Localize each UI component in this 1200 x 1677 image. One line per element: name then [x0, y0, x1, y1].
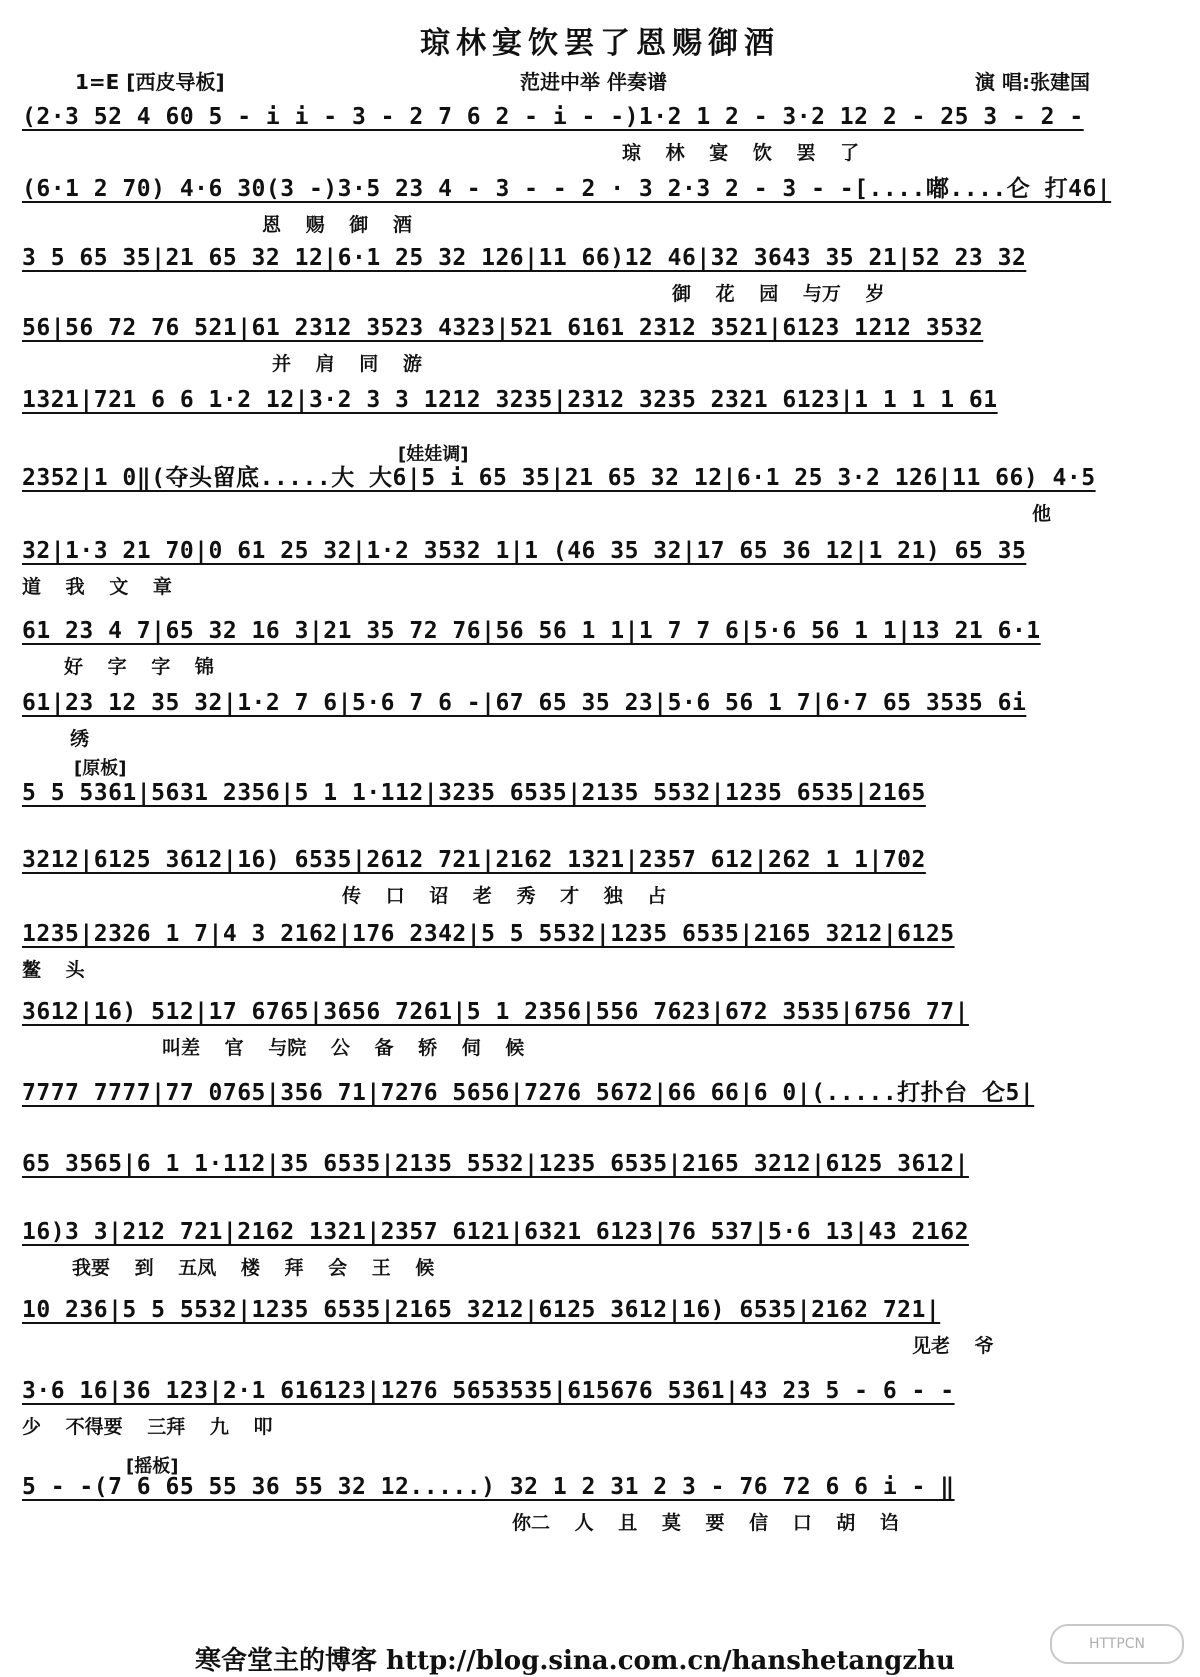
footer-blog-url: 寒舍堂主的博客 http://blog.sina.com.cn/hanshetangzhu: [195, 1646, 955, 1676]
jianpu-notes: 16)3 3|212 721|2162 1321|2357 6121|6321 6123|76 537|5·6 13|43 2162: [22, 1219, 969, 1245]
lyrics: 见老 爷: [912, 1335, 994, 1357]
score-title: 琼林宴饮罢了恩赐御酒: [420, 26, 780, 61]
jianpu-notes: 2352|1 0‖(夺头留底.....大 大6|5 i 65 35|21 65 32 12|6·1 25 3·2 126|11 66) 4·5: [22, 465, 1096, 491]
jianpu-notes: 61 23 4 7|65 32 16 3|21 35 72 76|56 56 1 1|1 7 7 6|5·6 56 1 1|13 21 6·1: [22, 618, 1041, 644]
lyrics: 恩 赐 御 酒: [262, 214, 412, 236]
lyrics: 并 肩 同 游: [272, 353, 422, 375]
lyrics: 好 字 字 锦: [64, 656, 214, 678]
jianpu-notes: (2·3 52 4 60 5 - i i - 3 - 2 7 6 2 - i - -)1·2 1 2 - 3·2 12 2 - 25 3 - 2 -: [22, 104, 1084, 130]
lyrics: [22, 1116, 1178, 1142]
watermark-logo: HTTPCN: [1050, 1624, 1184, 1664]
jianpu-notes: (6·1 2 70) 4·6 30(3 -)3·5 23 4 - 3 - - 2 · 3 2·3 2 - 3 - -[....嘟....仑 打46|: [22, 176, 1112, 202]
lyrics: 绣: [70, 728, 90, 750]
marker-wawa: [娃娃调]: [398, 444, 469, 465]
lyrics: 叫差 官 与院 公 备 轿 伺 候: [162, 1037, 525, 1059]
jianpu-notes: 10 236|5 5 5532|1235 6535|2165 3212|6125 3612|16) 6535|2162 721|: [22, 1297, 941, 1323]
lyrics: 你二 人 且 莫 要 信 口 胡 诌: [512, 1512, 899, 1534]
jianpu-notes: 7777 7777|77 0765|356 71|7276 5656|7276 5672|66 66|6 0|(.....打扑台 仑5|: [22, 1080, 1035, 1106]
jianpu-notes: 61|23 12 35 32|1·2 7 6|5·6 7 6 -|67 65 35 23|5·6 56 1 7|6·7 65 3535 6i: [22, 690, 1027, 716]
lyrics: 我要 到 五凤 楼 拜 会 王 候: [72, 1257, 435, 1279]
jianpu-notes: 5 5 5361|5631 2356|5 1 1·112|3235 6535|2135 5532|1235 6535|2165: [22, 780, 926, 806]
jianpu-notes: 1321|721 6 6 1·2 12|3·2 3 3 1212 3235|2312 3235 2321 6123|1 1 1 1 61: [22, 387, 998, 413]
lyrics: 琼 林 宴 饮 罢 了: [622, 142, 860, 164]
lyrics: [22, 816, 1178, 842]
singer-credit: 演 唱:张建国: [975, 70, 1090, 94]
jianpu-notes: 56|56 72 76 521|61 2312 3523 4323|521 6161 2312 3521|6123 1212 3532: [22, 315, 984, 341]
jianpu-notes: 32|1·3 21 70|0 61 25 32|1·2 3532 1|1 (46 35 32|17 65 36 12|1 21) 65 35: [22, 538, 1027, 564]
lyrics: 鳌 头: [22, 959, 85, 981]
marker-yuanban: [原板]: [74, 758, 127, 779]
lyrics: 御 花 园 与万 岁: [672, 283, 885, 305]
lyrics: [22, 1187, 1178, 1213]
jianpu-notes: 3612|16) 512|17 6765|3656 7261|5 1 2356|556 7623|672 3535|6756 77|: [22, 999, 969, 1025]
jianpu-notes: 3 5 65 35|21 65 32 12|6·1 25 32 126|11 66)12 46|32 3643 35 21|52 23 32: [22, 245, 1027, 271]
key-signature: 1=E [西皮导板]: [75, 70, 225, 94]
lyrics: [22, 423, 1178, 449]
lyrics: 少 不得要 三拜 九 叩: [22, 1416, 273, 1438]
jianpu-notes: 1235|2326 1 7|4 3 2162|176 2342|5 5 5532|1235 6535|2165 3212|6125: [22, 921, 955, 947]
marker-yaoban: [摇板]: [126, 1456, 179, 1477]
jianpu-notes: 3212|6125 3612|16) 6535|2612 721|2162 1321|2357 612|262 1 1|702: [22, 847, 926, 873]
subtitle: 范进中举 伴奏谱: [520, 70, 667, 94]
lyrics: 传 口 诏 老 秀 才 独 占: [342, 885, 667, 907]
jianpu-notes: 5 - -(7 6 65 55 36 55 32 12.....) 32 1 2 31 2 3 - 76 72 6 6 i - ‖: [22, 1474, 955, 1500]
jianpu-notes: 3·6 16|36 123|2·1 616123|1276 5653535|615676 5361|43 23 5 - 6 - -: [22, 1378, 955, 1404]
lyrics: 他: [1032, 503, 1052, 525]
jianpu-notes: 65 3565|6 1 1·112|35 6535|2135 5532|1235 6535|2165 3212|6125 3612|: [22, 1151, 969, 1177]
lyrics: 道 我 文 章: [22, 576, 172, 598]
